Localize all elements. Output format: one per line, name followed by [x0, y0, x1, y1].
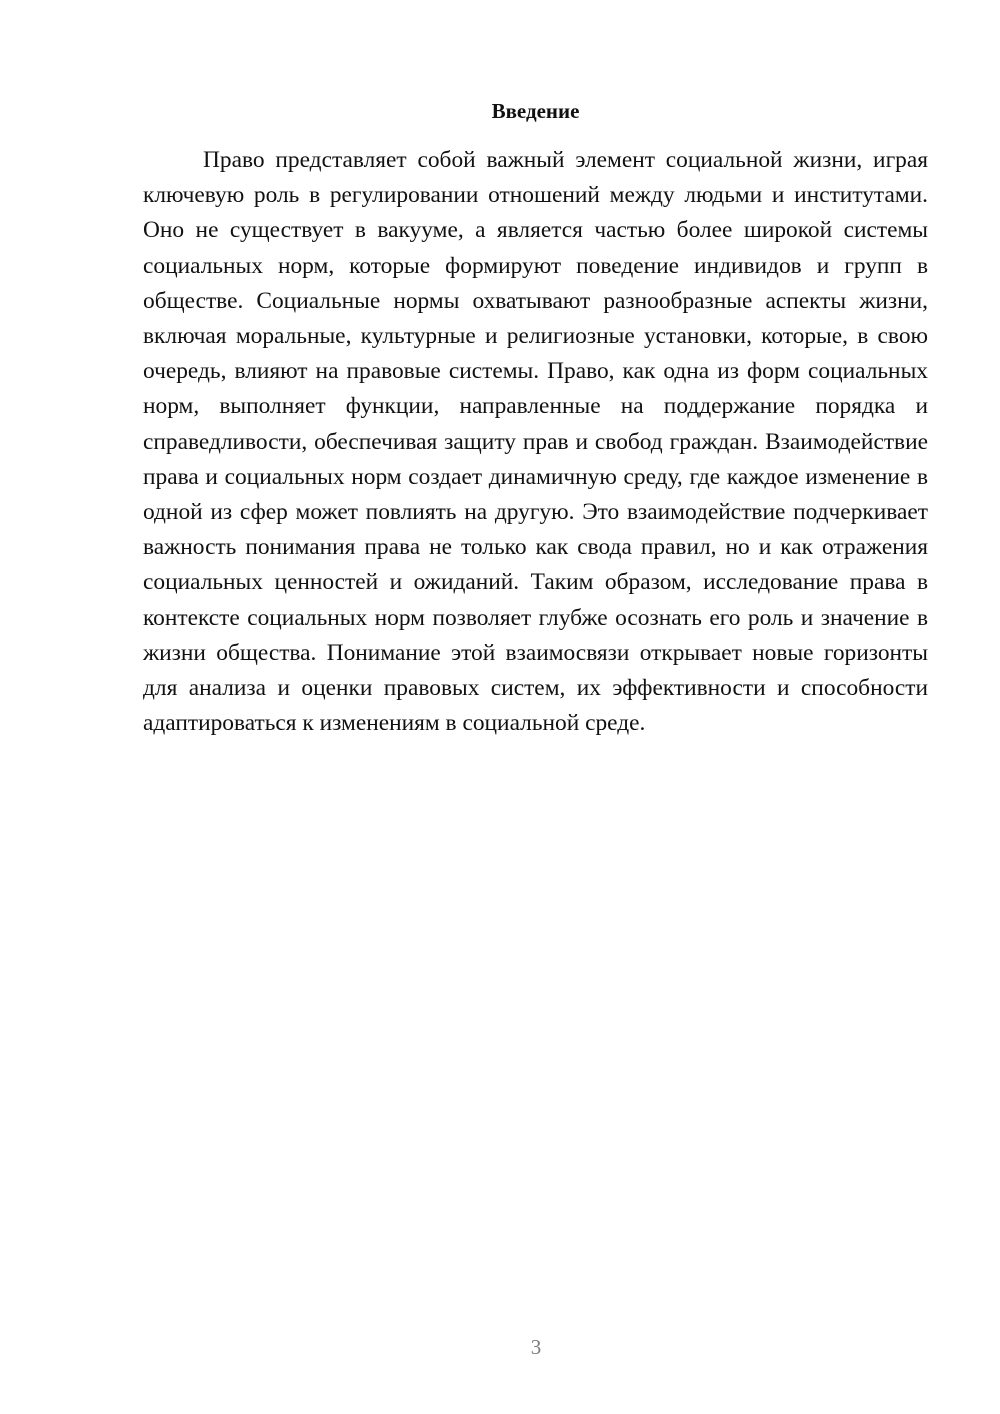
page-number: 3 [530, 1335, 542, 1359]
section-heading: Введение [491, 99, 580, 123]
intro-paragraph: Право представляет собой важный элемент социальной жизни, играя ключевую роль в регулировании отношений между людьми и институтами. Оно не существует в вакууме, а является частью более широкой системы социальных норм, которые формируют поведение индивидов и групп в обществе. Социальные нормы охватывают разнообразные аспекты жизни, включая моральные, культурные и религиозные установки, которые, в свою очередь, влияют на правовые системы. Право, как одна из форм социальных норм, выполняет функции, направленные на поддержание порядка и справедливости, обеспечивая защиту прав и свобод граждан. Взаимодействие права и социальных норм создает динамичную среду, где каждое изменение в одной из сфер может повлиять на другую. Это взаимодействие подчеркивает важность понимания права не только как свода правил, но и как отражения социальных ценностей и ожиданий. Таким образом, исследование права в контексте социальных норм позволяет глубже осознать его роль и значение в жизни общества. Понимание этой взаимосвязи открывает новые горизонты для анализа и оценки правовых систем, их эффективности и способности адаптироваться к изменениям в социальной среде. [143, 147, 928, 737]
body-text [143, 143, 928, 741]
